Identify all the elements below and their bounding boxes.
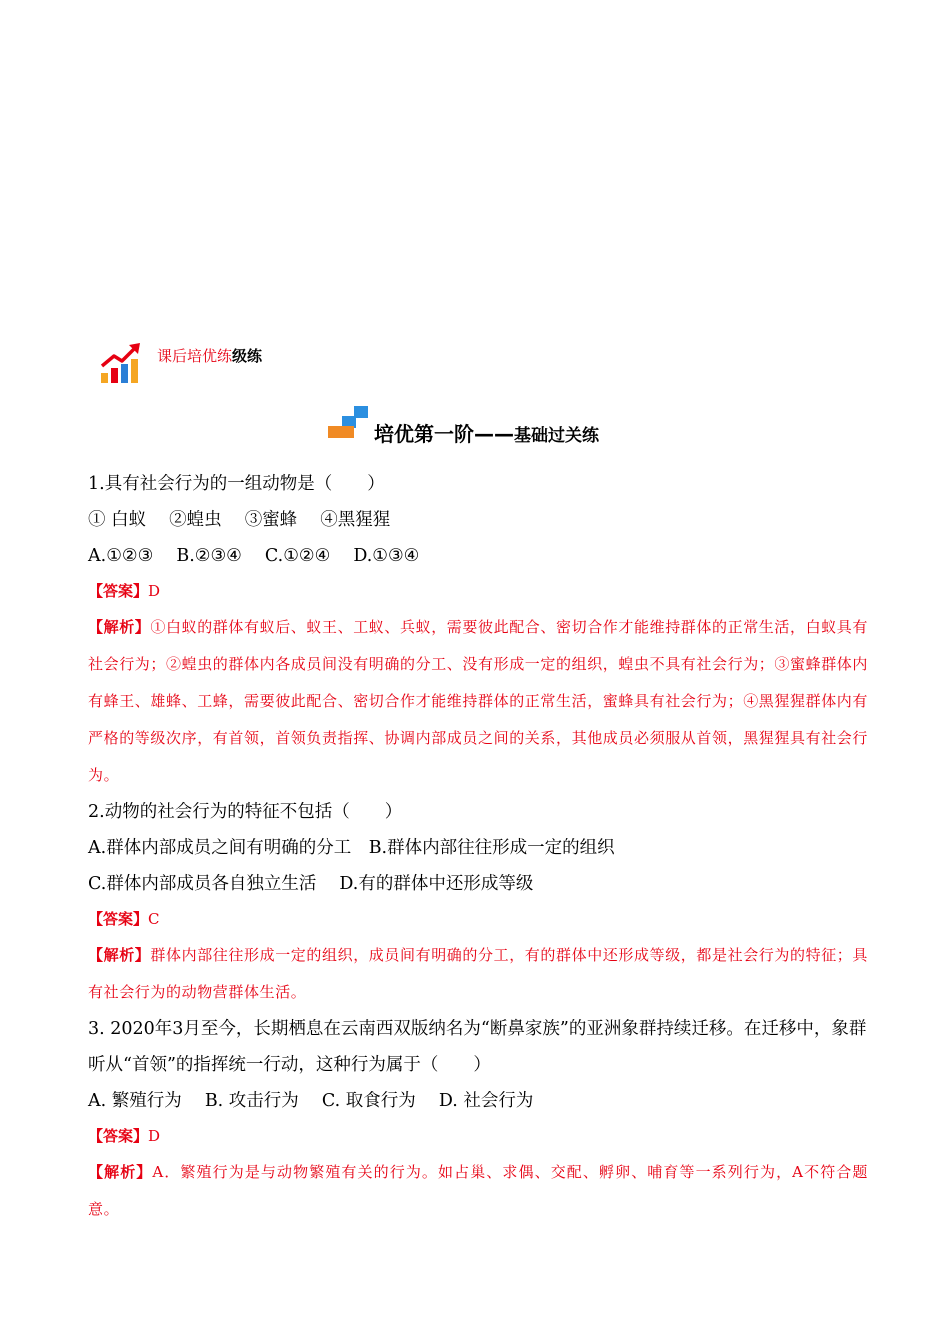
header-label <box>157 345 262 366</box>
section-title-main: 培优第一阶 <box>374 422 474 446</box>
question-1-stem: 1.具有社会行为的一组动物是（ ） <box>88 474 385 494</box>
growth-chart-icon <box>100 342 142 384</box>
page-header <box>100 342 400 386</box>
question-2-options-ab: A.群体内部成员之间有明确的分工 B.群体内部往往形成一定的组织 <box>88 838 615 858</box>
question-1-answer <box>88 574 868 609</box>
question-list <box>88 466 868 1228</box>
section-title-text <box>374 418 599 447</box>
question-3-analysis <box>88 1154 868 1228</box>
section-title-sub: 基础过关练 <box>514 426 599 446</box>
section-title-dash: —— <box>474 422 514 446</box>
section-title <box>328 404 648 444</box>
question-2-stem: 2.动物的社会行为的特征不包括（ ） <box>88 802 403 822</box>
answer-value: C <box>148 910 160 928</box>
answer-value: D <box>148 582 161 600</box>
analysis-text: 群体内部往往形成一定的组织，成员间有明确的分工，有的群体中还形成等级，都是社会行为的特征；具有社会行为的动物营群体生活。 <box>88 946 869 1001</box>
analysis-text: A．繁殖行为是与动物繁殖有关的行为。如占巢、求偶、交配、孵卵、哺育等一系列行为，A不符合题意。 <box>88 1163 869 1218</box>
analysis-text: ①白蚁的群体有蚁后、蚁王、工蚁、兵蚁，需要彼此配合、密切合作才能维持群体的正常生活，白蚁具有社会行为；②蝗虫的群体内各成员间没有明确的分工、没有形成一定的组织，蝗虫不具有社会行为；③蜜蜂群体内有蜂王、雄蜂、工蜂，需要彼此配合、密切合作才能维持群体的正常生活，蜜蜂具有社会行为；④黑猩猩群体内有严格的等级次序，有首领，首领负责指挥、协调内部成员之间的关系，其他成员必须服从首领，黑猩猩具有社会行为。 <box>88 618 869 784</box>
question-2-options-cd: C.群体内部成员各自独立生活 D.有的群体中还形成等级 <box>88 874 534 894</box>
answer-value: D <box>148 1127 161 1145</box>
question-1-analysis <box>88 609 868 794</box>
analysis-tag: 【解析】 <box>88 946 151 964</box>
answer-tag: 【答案】 <box>88 1127 149 1145</box>
analysis-tag: 【解析】 <box>88 618 151 636</box>
question-2-analysis <box>88 937 868 1011</box>
question-1-options: A.①②③ B.②③④ C.①②④ D.①③④ <box>88 546 420 566</box>
answer-tag: 【答案】 <box>88 582 149 600</box>
question-3-options: A. 繁殖行为 B. 攻击行为 C. 取食行为 D. 社会行为 <box>88 1091 534 1111</box>
answer-tag: 【答案】 <box>88 910 149 928</box>
question-3-stem: 3. 2020年3月至今，长期栖息在云南西双版纳名为“断鼻家族”的亚洲象群持续迁移。在迁移中，象群听从“首领”的指挥统一行动，这种行为属于（ ） <box>88 1019 867 1075</box>
header-label-black: 级练 <box>232 347 263 365</box>
header-label-red: 课后培优练 <box>157 347 233 365</box>
analysis-tag: 【解析】 <box>88 1163 153 1181</box>
question-1-items: ① 白蚁 ②蝗虫 ③蜜蜂 ④黑猩猩 <box>88 510 391 530</box>
question-3-answer <box>88 1119 868 1154</box>
stairs-icon <box>328 406 368 440</box>
question-2-answer <box>88 902 868 937</box>
